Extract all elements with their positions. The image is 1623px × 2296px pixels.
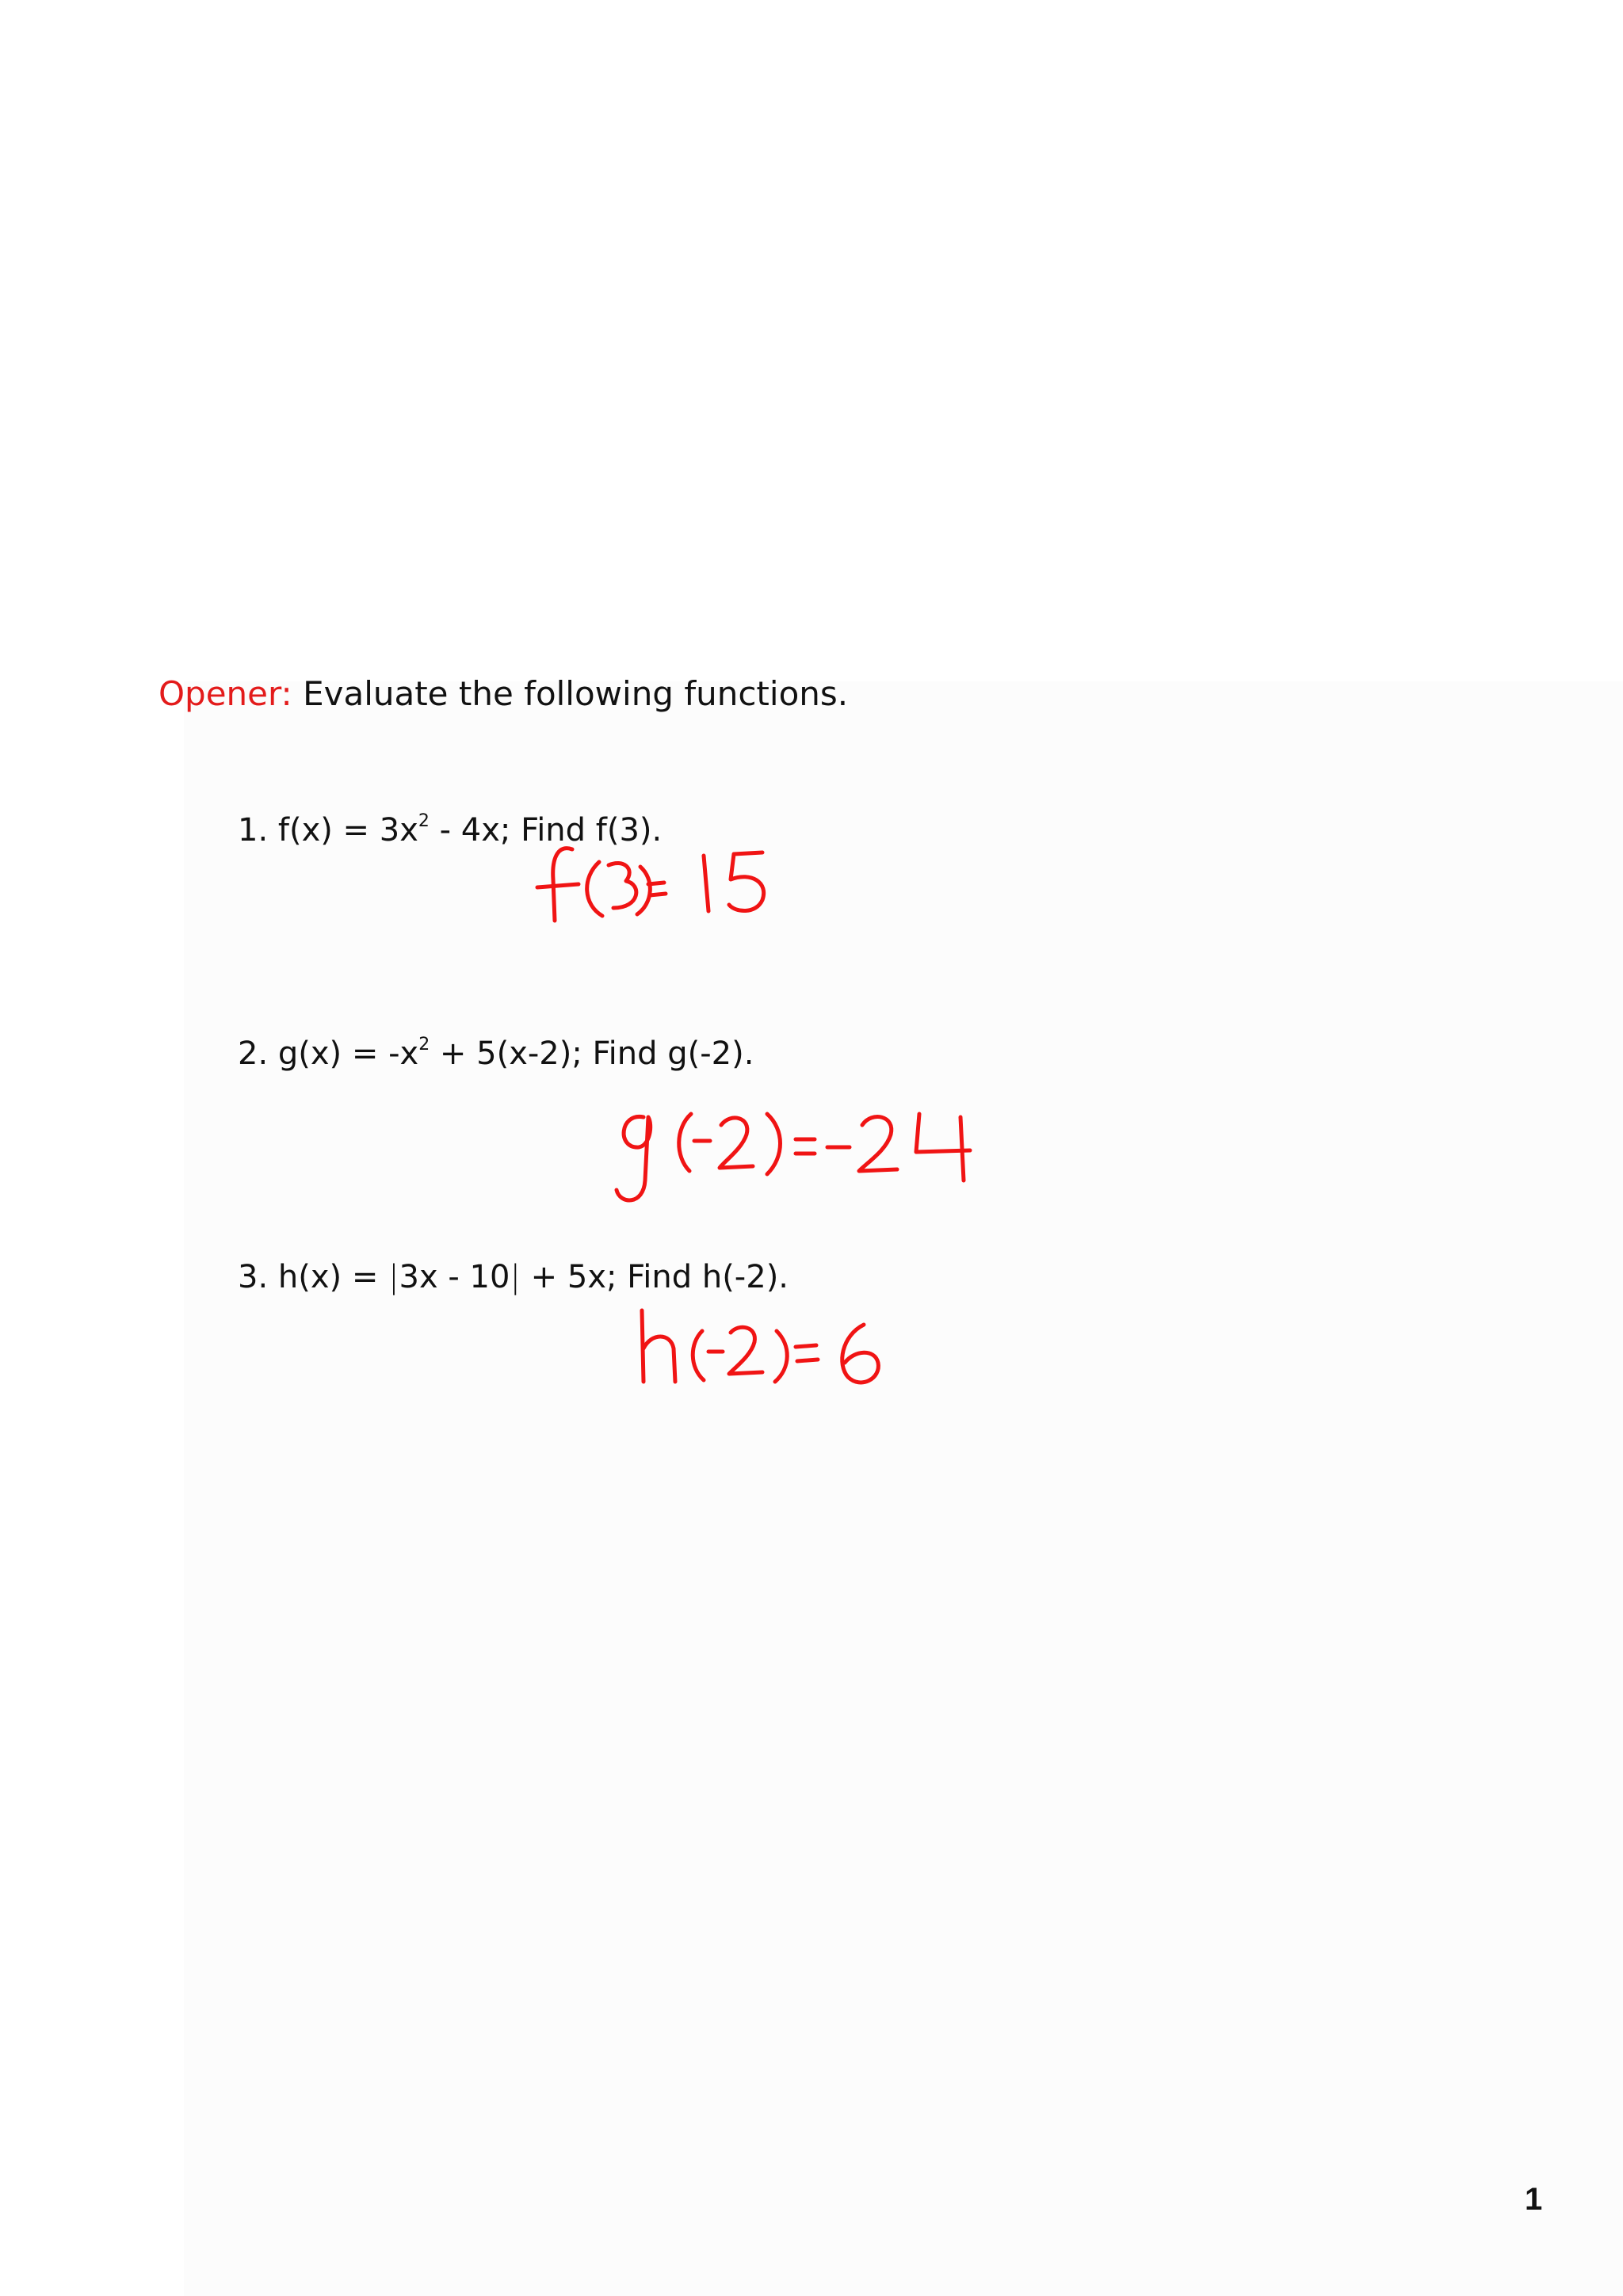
opener-line <box>158 670 848 718</box>
problem-3-abs-inner: 3x - 10 <box>399 1259 510 1295</box>
absolute-value-bar-left: | <box>388 1259 399 1295</box>
absolute-value-bar-right: | <box>510 1259 521 1295</box>
content-background <box>184 681 1623 2296</box>
problem-3 <box>238 1255 789 1299</box>
problem-1-exponent: 2 <box>418 811 430 831</box>
problem-1-prefix: 1. f(x) = 3x <box>238 812 418 849</box>
problem-2-prefix: 2. g(x) = -x <box>238 1035 419 1072</box>
problem-3-prefix: 3. h(x) = <box>238 1259 389 1295</box>
answer-3-handwriting <box>634 1299 927 1402</box>
problem-2-suffix: + 5(x-2); Find g(-2). <box>430 1035 754 1072</box>
opener-label: Opener: <box>158 674 292 713</box>
problem-3-suffix: + 5x; Find h(-2). <box>520 1259 789 1295</box>
answer-1-handwriting <box>531 832 800 935</box>
page-number: 1 <box>1525 2182 1543 2217</box>
answer-2-handwriting <box>612 1101 984 1220</box>
opener-instruction: Evaluate the following functions. <box>303 674 849 713</box>
problem-1-suffix: - 4x; Find f(3). <box>429 812 663 849</box>
problem-2 <box>238 1032 754 1076</box>
problem-2-exponent: 2 <box>418 1035 430 1055</box>
